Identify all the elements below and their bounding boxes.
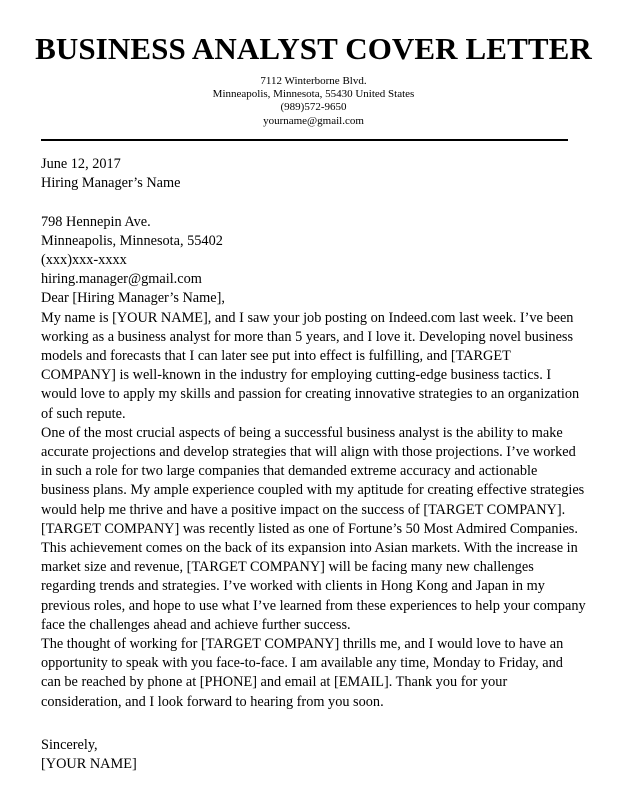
- recipient-phone: (xxx)xxx-xxxx: [41, 251, 127, 268]
- closing-salutation: Sincerely,: [41, 736, 98, 753]
- closing-block: [41, 736, 586, 774]
- recipient-email: hiring.manager@gmail.com: [41, 271, 202, 288]
- letter-body: [0, 155, 627, 774]
- header-divider: [41, 139, 568, 141]
- sender-street: 7112 Winterborne Blvd.: [260, 74, 367, 87]
- letter-paragraph: My name is [YOUR NAME], and I saw your job posting on Indeed.com last week. I’ve been working as a business analyst for more than 5 years, and I love it. Developing novel business models and forecasts that I can later see put into effect is fulfilling, and [TARGET COMPANY] is well-known in the industry for employing cutting-edge business tactics. I would love to apply my skills and passion for creating innovative strategies to an organization of such repute.: [41, 309, 580, 422]
- letter-date: June 12, 2017: [41, 156, 121, 173]
- sender-address-block: [0, 75, 627, 129]
- letter-paragraph: The thought of working for [TARGET COMPANY] thrills me, and I would love to have an opportunity to speak with you face-to-face. I am available any time, Monday to Friday, and can be reached by phone at [PHONE] and email at [EMAIL]. Thank you for your consideration, and I look forward to hearing from you soon.: [41, 636, 564, 710]
- page-title: BUSINESS ANALYST COVER LETTER: [35, 31, 592, 66]
- letter-paragraph: [TARGET COMPANY] was recently listed as one of Fortune’s 50 Most Admired Companies. This achievement comes on the back of its expansion into Asian markets. With the increase in market size and revenue, [TARGET COMPANY] will be facing many new challenges regarding trends and strategies. I’ve worked with clients in Hong Kong and Japan in my previous roles, and hope to use what I’ve learned from these experiences to help your company face the challenges ahead and achieve further success.: [41, 520, 586, 633]
- signature-name: [YOUR NAME]: [41, 756, 137, 773]
- letter-paragraph: One of the most crucial aspects of being a successful business analyst is the ability to make accurate projections and develop strategies that will align with those projections. I’ve worked in such a role for two large companies that demanded extreme accuracy and actionable business plans. My ample experience coupled with my aptitude for creating effective strategies would help me thrive and have a positive impact on the success of [TARGET COMPANY].: [41, 424, 585, 518]
- recipient-street: 798 Hennepin Ave.: [41, 213, 151, 230]
- salutation: Dear [Hiring Manager’s Name],: [41, 290, 225, 307]
- sender-city-state-zip: Minneapolis, Minnesota, 55430 United States: [212, 87, 415, 100]
- sender-email: yourname@gmail.com: [263, 114, 364, 127]
- recipient-address-block: [41, 213, 586, 290]
- recipient-name: Hiring Manager’s Name: [41, 175, 181, 192]
- sender-phone: (989)572-9650: [280, 101, 347, 114]
- recipient-city-state-zip: Minneapolis, Minnesota, 55402: [41, 232, 223, 249]
